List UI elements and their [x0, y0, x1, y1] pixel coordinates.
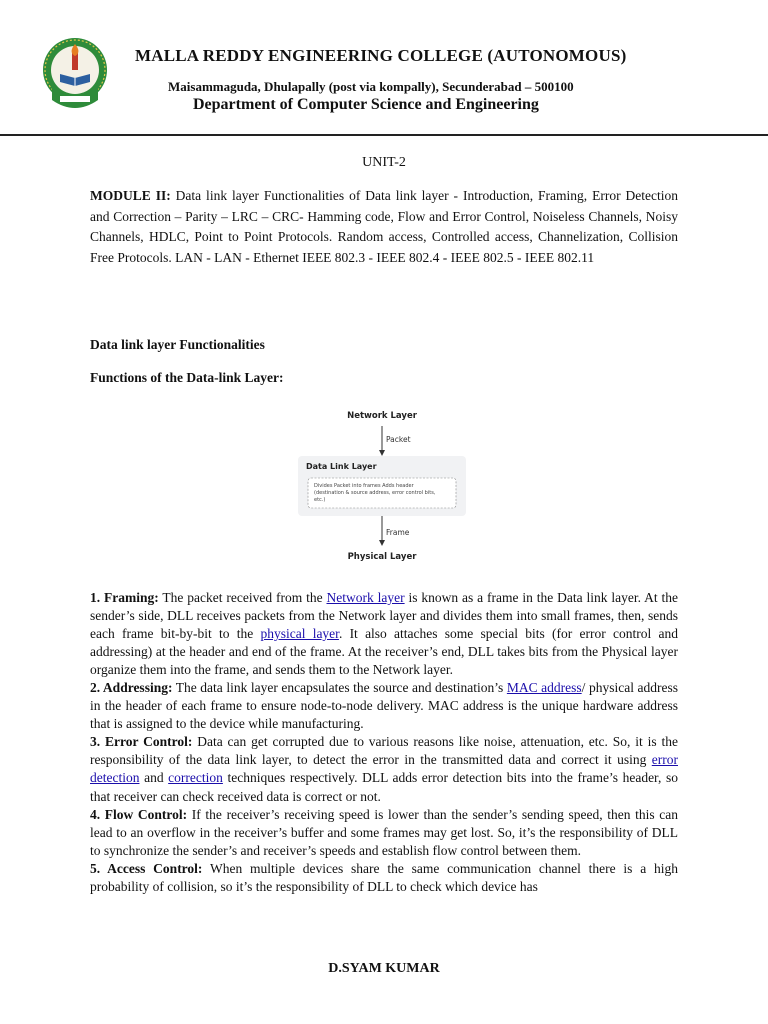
functions-list	[90, 589, 678, 896]
section-heading-functionalities: Data link layer Functionalities	[90, 337, 265, 352]
module-text: Data link layer Functionalities of Data link layer - Introduction, Framing, Error Detection and Correction – Parity – LRC – CRC- Hamming code, Flow and Error Control, Noiseless Channels, Noisy Channels, HDLC, Point to Point Protocols. Random access, Controlled access, Channelization, Collision Free Protocols. LAN - LAN - Ethernet IEEE 802.3 - IEEE 802.4 - IEEE 802.5 - IEEE 802.11	[90, 188, 678, 266]
item-text: and	[139, 770, 169, 786]
author-footer: D.SYAM KUMAR	[328, 961, 440, 976]
diagram-frame-label: Frame	[386, 528, 410, 537]
diagram-physical-layer: Physical Layer	[347, 552, 417, 562]
diagram-box-line1: Divides Packet into frames Adds header	[314, 483, 414, 489]
item-text: Data can get corrupted due to various reasons like noise, attenuation, etc. So, it is the responsibility of the data link layer, to detect the error in the transmitted data and correct it using	[90, 734, 678, 768]
list-item-flow-control	[90, 806, 678, 860]
diagram-data-link-layer: Data Link Layer	[306, 462, 377, 471]
network-layer-link[interactable]: Network layer	[326, 590, 405, 605]
correction-link[interactable]: correction	[168, 770, 223, 786]
item-text: . It also attaches some special bits (for error control and addressing) at the header and end of the frame. At the receiver’s end, DLL takes bits from the Physical layer organize them into the frame, and sends them to the Network layer.	[90, 626, 678, 678]
header-divider	[0, 134, 768, 136]
unit-title: UNIT-2	[362, 155, 406, 170]
item-text: / physical address in the header of each frame to ensure node-to-node delivery. MAC address is the unique hardware address that is assigned to the device while manufacturing.	[90, 680, 678, 732]
item-label: 2. Addressing:	[90, 680, 173, 696]
list-item-access-control	[90, 860, 678, 896]
module-paragraph	[90, 186, 678, 269]
diagram-box-line2: (destination & source address, error control bits,	[314, 490, 436, 496]
diagram-box-line3: etc.)	[314, 497, 326, 503]
list-item-addressing	[90, 679, 678, 733]
module-label: MODULE II:	[90, 188, 171, 203]
physical-layer-link[interactable]: physical layer	[260, 626, 339, 642]
item-text: When multiple devices share the same communication channel there is a high probability of collision, so it’s the responsibility of DLL to check which device has	[90, 860, 678, 894]
item-label: 4. Flow Control:	[90, 806, 188, 822]
college-name: MALLA REDDY ENGINEERING COLLEGE (AUTONOMOUS)	[135, 46, 627, 65]
item-label: 3. Error Control:	[90, 734, 193, 750]
dll-diagram	[298, 402, 468, 574]
item-label: 5. Access Control:	[90, 860, 203, 876]
section-heading-functions: Functions of the Data-link Layer:	[90, 370, 284, 385]
list-item-error-control	[90, 733, 678, 805]
item-text: The packet received from the	[158, 590, 327, 605]
item-text: If the receiver’s receiving speed is lower than the sender’s sending speed, then this can lead to an overflow in the receiver’s buffer and some frames may get lost. So, it’s the responsibility of DLL to synchronize the sender’s and receiver’s speeds and establish flow control between them.	[90, 806, 678, 858]
item-text: The data link layer encapsulates the source and destination’s	[172, 680, 507, 696]
error-detection-link[interactable]: error detection	[90, 752, 678, 786]
college-logo	[42, 36, 108, 120]
college-address: Maisammaguda, Dhulapally (post via kompally), Secunderabad – 500100	[168, 79, 574, 94]
item-text: techniques respectively. DLL adds error detection bits into the frame’s header, so that receiver can check received data is correct or not.	[90, 770, 678, 804]
item-label: 1. Framing:	[90, 590, 159, 605]
mac-address-link[interactable]: MAC address	[506, 680, 582, 696]
list-item-framing	[90, 589, 678, 679]
diagram-packet-label: Packet	[386, 435, 411, 444]
department-name: Department of Computer Science and Engineering	[193, 96, 539, 113]
item-text: is known as a frame in the Data link layer. At the sender’s side, DLL receives packets from the Network layer and divides them into small frames, then, sends each frame bit-by-bit to the	[90, 590, 679, 642]
diagram-network-layer: Network Layer	[347, 411, 417, 421]
